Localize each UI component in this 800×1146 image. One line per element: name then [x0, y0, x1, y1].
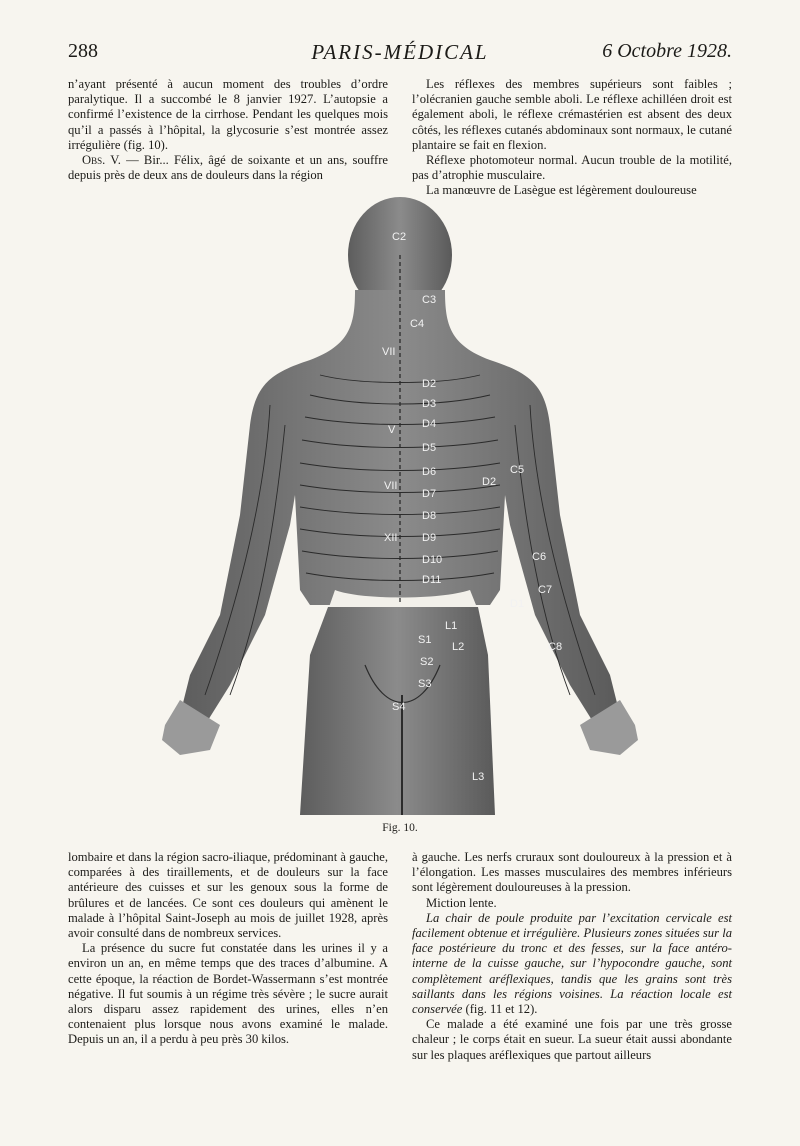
label-d1: D1	[510, 598, 525, 610]
top-left-column	[68, 77, 388, 183]
label-l2: L2	[452, 641, 465, 653]
figure-caption: Fig. 10.	[382, 822, 418, 834]
dermatome-diagram	[160, 195, 640, 815]
label-d9: D9	[422, 532, 437, 544]
label-s1: S1	[418, 634, 432, 646]
label-d2: D2	[422, 378, 437, 390]
label-c7: C7	[538, 584, 553, 596]
paragraph: La présence du sucre fut constatée dans les urines il y a environ un an, en même temps que des traces d’albumine. A cette époque, la réaction de Bordet-Wassermann s’est montrée négative. Il fut soumis à un régime très sévère ; le sucre aurait alors disparu assez rapidement des urines, elles n’en contenaient plus lorsque nous avons examiné le malade. Depuis un an, il a perdu à peu près 30 kilos.	[68, 941, 388, 1047]
label-c4: C4	[410, 318, 425, 330]
italic-text: La chair de poule produite par l’excitation cervicale est facilement obtenue et irrégulière. Plusieurs zones situées sur la face postérieure du tronc et des fesses, sur la face antéro-interne de la cuisse gauche, sur l’hypocondre gauche, sont complètement aréflexiques, tandis que les grains sont très saillants dans les régions voisines. La réaction locale est conservée	[412, 910, 732, 1017]
label-d4: D4	[422, 418, 437, 430]
paragraph: à gauche. Les nerfs cruraux sont douloureux à la pression et à l’élongation. Les masses musculaires des membres inférieurs sont légèrement douloureuses à la pression.	[412, 850, 732, 895]
label-d6: D6	[422, 466, 437, 478]
paragraph: n’ayant présenté à aucun moment des troubles d’ordre paralytique. Il a succombé le 8 janvier 1927. L’autopsie a confirmé l’existence de la cirrhose. Pendant les quelques mois qu’il a passés à l’hôpital, la glycosurie s’est montrée assez irrégulière (fig. 10).	[68, 77, 388, 152]
paragraph: Les réflexes des membres supérieurs sont faibles ; l’olécranien gauche semble aboli. Le réflexe achilléen droit est également aboli, le réflexe crémastérien est absent des deux côtés, les réflexes cutanés abdominaux sont normaux, le cutané plantaire se fait en flexion.	[412, 77, 732, 152]
journal-title: PARIS-MÉDICAL	[311, 40, 489, 64]
label-d2-side: D2	[482, 476, 497, 488]
label-l3: L3	[472, 771, 485, 783]
anatomical-figure	[160, 195, 640, 815]
paragraph: La manœuvre de Lasègue est légèrement douloureuse	[426, 183, 697, 198]
label-l1: L1	[445, 620, 458, 632]
label-s3: S3	[418, 678, 432, 690]
page-number: 288	[68, 40, 98, 62]
paragraph: Ce malade a été examiné une fois par une très grosse chaleur ; le corps était en sueur. La sueur était aussi abondante sur les plaques aréflexiques que partout ailleurs	[412, 1017, 732, 1062]
label-d11: D11	[422, 574, 442, 586]
paragraph-obs	[68, 153, 388, 183]
label-d10: D10	[422, 554, 443, 566]
figure-reference: (fig. 11 et 12).	[462, 1002, 538, 1017]
label-c5: C5	[510, 464, 525, 476]
label-d3: D3	[422, 398, 437, 410]
issue-date: 6 Octobre 1928.	[602, 40, 732, 62]
obs-text: — Bir... Félix, âgé de soixante et un ans, souffre depuis près de deux ans de douleurs dans la région	[68, 153, 388, 183]
label-d5: D5	[422, 442, 437, 454]
label-s2: S2	[420, 656, 434, 668]
top-right-column	[412, 77, 732, 199]
bottom-right-column	[412, 850, 732, 1063]
label-s4: S4	[392, 701, 406, 713]
label-c3: C3	[422, 294, 437, 306]
label-c8: C8	[548, 641, 563, 653]
label-vii-lower: VII	[384, 480, 398, 492]
paragraph-italic	[412, 911, 732, 1017]
label-c6: C6	[532, 551, 547, 563]
label-d7: D7	[422, 488, 437, 500]
page-header	[68, 40, 732, 70]
label-c2: C2	[392, 231, 407, 243]
label-v: V	[388, 424, 396, 436]
paragraph: lombaire et dans la région sacro-iliaque, prédominant à gauche, comparées à des tiraillements, et de douleurs sur la face antérieure des cuisses et sur les genoux sous la forme de brûlures et de lancées. Ce sont ces douleurs qui amènent le malade à l’hôpital Saint-Joseph au mois de juillet 1928, après avoir consulté dans de nombreux services.	[68, 850, 388, 941]
obs-label: Obs. V.	[82, 153, 121, 168]
paragraph: Réflexe photomoteur normal. Aucun trouble de la motilité, pas d’atrophie musculaire.	[412, 153, 732, 183]
label-xii: XII	[384, 532, 398, 544]
label-vii: VII	[382, 346, 396, 358]
label-d8: D8	[422, 510, 437, 522]
bottom-left-column	[68, 850, 388, 1048]
paragraph: Miction lente.	[426, 895, 497, 910]
